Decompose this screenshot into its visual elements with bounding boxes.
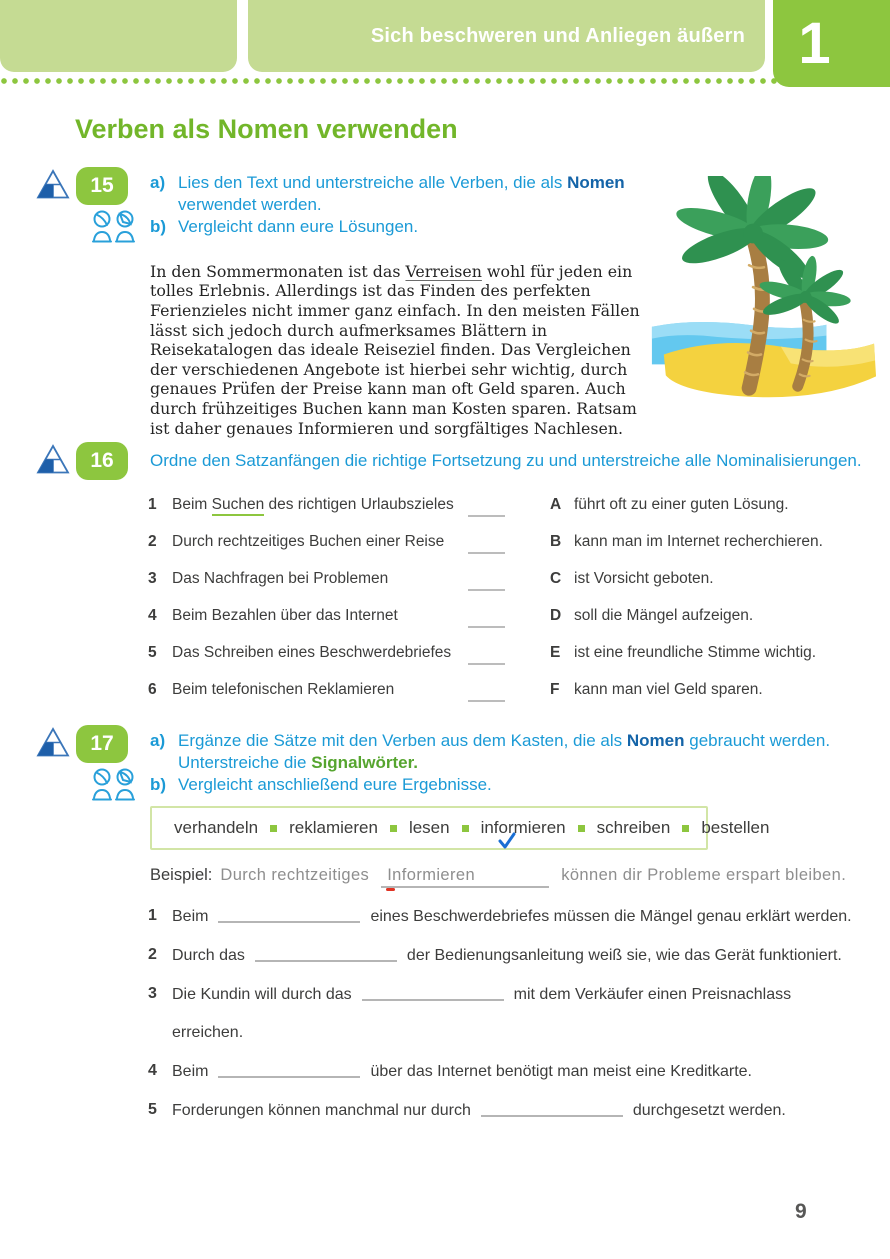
chapter-number: 1 — [798, 10, 831, 76]
palm-beach-illustration — [642, 176, 880, 414]
sentence-continuation: erreichen. — [172, 1024, 244, 1041]
sentence-start: Beim Bezahlen über das Internet — [172, 606, 398, 624]
sentence-end: kann man viel Geld sparen. — [574, 680, 763, 698]
exercise-number: 15 — [90, 174, 114, 197]
filled-answer-blank — [381, 866, 549, 888]
header-band-left — [0, 0, 237, 72]
sentence-text: Beim — [172, 908, 209, 925]
chapter-number-tab — [773, 0, 890, 87]
item-number: 6 — [148, 680, 157, 698]
answer-blank — [468, 499, 505, 517]
match-row — [148, 486, 823, 523]
underlined-example-word: Suchen — [212, 496, 265, 516]
dotted-divider — [0, 76, 890, 86]
task-label: a) — [150, 731, 166, 750]
difficulty-pyramid-icon — [36, 444, 70, 475]
task-label: b) — [150, 217, 167, 236]
difficulty-pyramid-icon — [36, 727, 70, 758]
option-letter: B — [550, 532, 562, 550]
task-label: b) — [150, 775, 167, 794]
item-number: 2 — [148, 532, 157, 550]
answer-blank — [468, 684, 505, 702]
answer-blank — [218, 1062, 360, 1078]
item-number: 2 — [148, 946, 157, 963]
sentence-row — [148, 905, 852, 928]
item-number: 3 — [148, 569, 157, 587]
match-row — [148, 597, 823, 634]
red-underline-mark — [386, 888, 395, 891]
sentence-text: Forderungen können manchmal nur durch — [172, 1102, 471, 1119]
answer-blank — [218, 907, 360, 923]
word-box — [150, 806, 770, 850]
option-letter: F — [550, 680, 560, 698]
sentence-text: über das Internet benötigt man meist eine Kreditkarte. — [370, 1063, 752, 1080]
chapter-title: Sich beschweren und Anliegen äußern — [370, 24, 745, 47]
exercise-number: 16 — [90, 449, 114, 472]
bullet-separator — [682, 825, 689, 832]
sentence-row — [148, 983, 852, 1006]
exercise-16-badge — [76, 442, 128, 480]
match-row — [148, 523, 823, 560]
sentence-row — [148, 944, 852, 967]
partner-work-icon — [92, 209, 136, 244]
answer-blank — [468, 536, 505, 554]
bullet-separator — [578, 825, 585, 832]
reading-passage: In den Sommermonaten ist das Verreisen wohl für jeden ein tolles Erlebnis. Allerdings ist das Finden des perfekten Ferienzieles nicht immer ganz einfach. In den meisten Fällen lässt sich jedoch durch aufmerksames Blättern in Reisekatalogen das ideale Reiseziel finden. Das Vergleichen der verschiedenen Angebote ist hierbei sehr wichtig, durch genaues Prüfen der Preise kann man oft Geld sparen. Auch durch frühzeitiges Buchen kann man Kosten sparen. Ratsam ist daher genaues Informieren und sorgfältiges Nachlesen. — [150, 261, 640, 438]
check-icon — [498, 832, 516, 850]
item-number: 1 — [148, 907, 157, 924]
example-sentence — [150, 866, 846, 888]
option-letter: C — [550, 569, 562, 587]
match-row — [148, 634, 823, 671]
task-15a — [150, 172, 660, 216]
sentence-start: Das Nachfragen bei Problemen — [172, 569, 389, 587]
difficulty-pyramid-icon — [36, 169, 70, 200]
sentence-end: ist eine freundliche Stimme wichtig. — [574, 643, 817, 661]
handwritten-text: können dir Probleme erspart bleiben. — [561, 866, 847, 884]
page-title: Verben als Nomen verwenden — [75, 114, 458, 144]
word-option: bestellen — [701, 818, 770, 837]
word-option: informieren — [480, 818, 566, 837]
sentence-row — [148, 1060, 852, 1083]
task-17b — [150, 774, 870, 796]
task-text: Ergänze die Sätze mit den Verben aus dem Kasten, die als Nomen gebraucht werden. Unterstreiche die Signalwörter. — [178, 731, 831, 772]
sentence-text: eines Beschwerdebriefes müssen die Mängel genau erklärt werden. — [370, 908, 852, 925]
answer-blank — [468, 610, 505, 628]
sentence-text: Durch das — [172, 947, 245, 964]
item-number: 5 — [148, 643, 157, 661]
fill-in-exercise — [148, 905, 852, 1138]
sentence-start: Das Schreiben eines Beschwerdebriefes — [172, 643, 452, 661]
item-number: 3 — [148, 985, 157, 1002]
sentence-start: Beim Suchen des richtigen Urlaubszieles — [172, 496, 468, 514]
sentence-end: führt oft zu einer guten Lösung. — [574, 495, 789, 513]
bullet-separator — [390, 825, 397, 832]
word-option: reklamieren — [289, 818, 378, 837]
task-label: a) — [150, 173, 166, 192]
word-option: verhandeln — [174, 818, 259, 837]
task-17a — [150, 730, 870, 774]
option-letter: D — [550, 606, 562, 624]
sentence-text: durchgesetzt werden. — [632, 1102, 786, 1119]
bullet-separator — [270, 825, 277, 832]
example-label: Beispiel: — [150, 866, 213, 884]
item-number: 4 — [148, 606, 157, 624]
match-row — [148, 560, 823, 597]
handwritten-text: Durch rechtzeitiges — [220, 866, 370, 884]
task-16: Ordne den Satzanfängen die richtige Fortsetzung zu und unterstreiche alle Nominalisierungen. — [150, 451, 862, 470]
sentence-end: soll die Mängel aufzeigen. — [574, 606, 754, 624]
match-row — [148, 671, 823, 708]
answer-blank — [481, 1101, 623, 1117]
answer-blank — [468, 647, 505, 665]
sentence-end: kann man im Internet recherchieren. — [574, 532, 823, 550]
answer-blank — [362, 985, 504, 1001]
task-15b — [150, 216, 660, 238]
header-band-main — [248, 0, 765, 72]
bullet-separator — [462, 825, 469, 832]
sentence-row — [148, 1099, 852, 1122]
item-number: 1 — [148, 495, 157, 513]
item-number: 4 — [148, 1062, 157, 1079]
sentence-text: mit dem Verkäufer einen Preisnachlass — [513, 986, 792, 1003]
task-text: Vergleicht anschließend eure Ergebnisse. — [178, 775, 492, 794]
option-letter: A — [550, 495, 562, 513]
answer-blank — [468, 573, 505, 591]
partner-work-icon — [92, 767, 136, 802]
exercise-number: 17 — [90, 732, 114, 755]
task-text: Lies den Text und unterstreiche alle Verben, die als Nomen verwendet werden. — [178, 173, 625, 214]
exercise-15-badge — [76, 167, 128, 205]
sentence-text: Die Kundin will durch das — [172, 986, 352, 1003]
sentence-start: Beim telefonischen Reklamieren — [172, 680, 395, 698]
exercise-17-badge — [76, 725, 128, 763]
sentence-end: ist Vorsicht geboten. — [574, 569, 714, 587]
word-option: lesen — [408, 818, 450, 837]
word-option: schreiben — [596, 818, 671, 837]
matching-exercise — [148, 486, 823, 708]
sentence-text: der Bedienungsanleitung weiß sie, wie das Gerät funktioniert. — [406, 947, 842, 964]
sentence-text: Beim — [172, 1063, 209, 1080]
option-letter: E — [550, 643, 561, 661]
handwritten-answer: Informieren — [387, 866, 476, 884]
task-text: Vergleicht dann eure Lösungen. — [178, 217, 419, 236]
page-number: 9 — [795, 1200, 807, 1223]
answer-blank — [255, 946, 397, 962]
underlined-example-word: Verreisen — [405, 261, 482, 281]
item-number: 5 — [148, 1101, 157, 1118]
sentence-start: Durch rechtzeitiges Buchen einer Reise — [172, 532, 445, 550]
